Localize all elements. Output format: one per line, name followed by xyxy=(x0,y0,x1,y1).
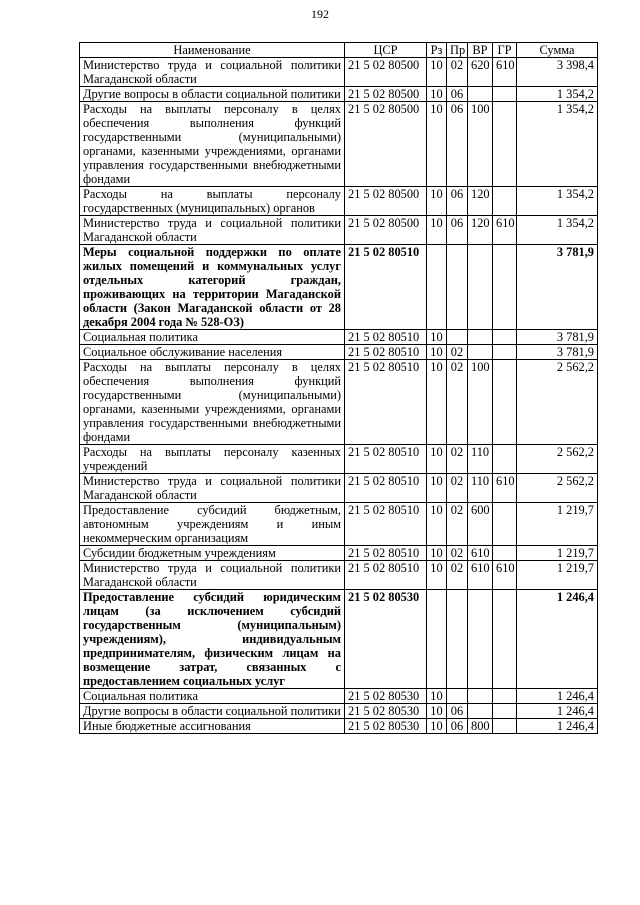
row-csr-cell: 21 5 02 80510 xyxy=(345,561,427,590)
row-csr-cell: 21 5 02 80500 xyxy=(345,216,427,245)
row-rz-cell: 10 xyxy=(427,689,447,704)
table-row xyxy=(80,330,598,345)
table-row xyxy=(80,345,598,360)
row-pr-cell: 02 xyxy=(447,58,468,87)
row-sum-cell: 1 246,4 xyxy=(517,689,598,704)
table-row xyxy=(80,102,598,187)
row-name-cell: Предоставление субсидий бюджетным, автономным учреждениям и иным некоммерческим организациям xyxy=(80,503,345,546)
row-gr-cell: 610 xyxy=(493,216,517,245)
table-row xyxy=(80,216,598,245)
row-rz-cell: 10 xyxy=(427,719,447,734)
row-sum-cell: 1 219,7 xyxy=(517,561,598,590)
row-vr-cell xyxy=(468,590,493,689)
row-sum-cell: 2 562,2 xyxy=(517,445,598,474)
row-pr-cell: 02 xyxy=(447,546,468,561)
row-vr-cell: 100 xyxy=(468,102,493,187)
row-gr-cell xyxy=(493,590,517,689)
row-name-cell: Предоставление субсидий юридическим лицам (за исключением субсидий государственным (муниципальным) учреждениям), индивидуальным предпринимателям, физическим лицам на возмещение затрат, связанных с предоставлением социальных услуг xyxy=(80,590,345,689)
row-name-cell: Расходы на выплаты персоналу в целях обеспечения выполнения функций государственными (муниципальными) органами, казенными учреждениями, органами управления государственными внебюджетными фондами xyxy=(80,102,345,187)
row-gr-cell: 610 xyxy=(493,561,517,590)
header-csr: ЦСР xyxy=(345,43,427,58)
row-vr-cell: 800 xyxy=(468,719,493,734)
row-rz-cell: 10 xyxy=(427,87,447,102)
row-sum-cell: 1 354,2 xyxy=(517,102,598,187)
row-pr-cell: 06 xyxy=(447,704,468,719)
row-name-cell: Другие вопросы в области социальной политики xyxy=(80,87,345,102)
row-rz-cell: 10 xyxy=(427,102,447,187)
row-vr-cell xyxy=(468,345,493,360)
row-rz-cell: 10 xyxy=(427,216,447,245)
row-csr-cell: 21 5 02 80510 xyxy=(345,345,427,360)
row-sum-cell: 1 354,2 xyxy=(517,216,598,245)
row-pr-cell xyxy=(447,245,468,330)
row-pr-cell: 02 xyxy=(447,445,468,474)
row-gr-cell xyxy=(493,719,517,734)
row-pr-cell: 02 xyxy=(447,503,468,546)
row-vr-cell xyxy=(468,704,493,719)
row-vr-cell xyxy=(468,689,493,704)
row-rz-cell: 10 xyxy=(427,330,447,345)
row-name-cell: Расходы на выплаты персоналу в целях обеспечения выполнения функций государственными (муниципальными) органами, казенными учреждениями, органами управления государственными внебюджетными фондами xyxy=(80,360,345,445)
table-row xyxy=(80,590,598,689)
row-csr-cell: 21 5 02 80500 xyxy=(345,102,427,187)
row-csr-cell: 21 5 02 80510 xyxy=(345,330,427,345)
row-csr-cell: 21 5 02 80530 xyxy=(345,590,427,689)
row-sum-cell: 1 246,4 xyxy=(517,704,598,719)
row-gr-cell xyxy=(493,445,517,474)
row-pr-cell: 06 xyxy=(447,87,468,102)
row-csr-cell: 21 5 02 80500 xyxy=(345,58,427,87)
row-sum-cell: 2 562,2 xyxy=(517,474,598,503)
row-rz-cell: 10 xyxy=(427,187,447,216)
row-gr-cell xyxy=(493,360,517,445)
row-csr-cell: 21 5 02 80530 xyxy=(345,719,427,734)
row-gr-cell xyxy=(493,87,517,102)
row-name-cell: Расходы на выплаты персоналу государственных (муниципальных) органов xyxy=(80,187,345,216)
row-sum-cell: 3 398,4 xyxy=(517,58,598,87)
row-name-cell: Меры социальной поддержки по оплате жилых помещений и коммунальных услуг отдельных категорий граждан, проживающих на территории Магаданской области (Закон Магаданской области от 28 декабря 2004 года № 528-ОЗ) xyxy=(80,245,345,330)
row-name-cell: Министерство труда и социальной политики Магаданской области xyxy=(80,561,345,590)
row-vr-cell: 110 xyxy=(468,474,493,503)
row-pr-cell: 06 xyxy=(447,216,468,245)
row-name-cell: Другие вопросы в области социальной политики xyxy=(80,704,345,719)
row-rz-cell xyxy=(427,245,447,330)
row-vr-cell: 110 xyxy=(468,445,493,474)
row-gr-cell xyxy=(493,245,517,330)
table-header-row xyxy=(80,43,598,58)
row-vr-cell xyxy=(468,87,493,102)
row-rz-cell: 10 xyxy=(427,58,447,87)
row-gr-cell xyxy=(493,187,517,216)
row-sum-cell: 1 246,4 xyxy=(517,590,598,689)
row-sum-cell: 1 246,4 xyxy=(517,719,598,734)
row-name-cell: Субсидии бюджетным учреждениям xyxy=(80,546,345,561)
header-vr: ВР xyxy=(468,43,493,58)
row-rz-cell: 10 xyxy=(427,345,447,360)
row-gr-cell xyxy=(493,546,517,561)
row-name-cell: Социальная политика xyxy=(80,689,345,704)
row-csr-cell: 21 5 02 80500 xyxy=(345,187,427,216)
table-row xyxy=(80,561,598,590)
row-pr-cell: 06 xyxy=(447,187,468,216)
table-row xyxy=(80,546,598,561)
row-sum-cell: 1 219,7 xyxy=(517,546,598,561)
row-gr-cell xyxy=(493,704,517,719)
table-row xyxy=(80,58,598,87)
row-name-cell: Расходы на выплаты персоналу казенных учреждений xyxy=(80,445,345,474)
row-gr-cell xyxy=(493,330,517,345)
row-rz-cell: 10 xyxy=(427,360,447,445)
row-sum-cell: 1 354,2 xyxy=(517,187,598,216)
table-row xyxy=(80,704,598,719)
row-csr-cell: 21 5 02 80500 xyxy=(345,87,427,102)
row-sum-cell: 3 781,9 xyxy=(517,245,598,330)
row-gr-cell: 610 xyxy=(493,474,517,503)
row-pr-cell: 02 xyxy=(447,345,468,360)
row-vr-cell xyxy=(468,330,493,345)
header-name: Наименование xyxy=(80,43,345,58)
row-pr-cell: 06 xyxy=(447,102,468,187)
row-vr-cell xyxy=(468,245,493,330)
row-vr-cell: 620 xyxy=(468,58,493,87)
row-csr-cell: 21 5 02 80510 xyxy=(345,360,427,445)
table-row xyxy=(80,689,598,704)
table-row xyxy=(80,360,598,445)
row-vr-cell: 120 xyxy=(468,187,493,216)
table-row xyxy=(80,87,598,102)
table-row xyxy=(80,245,598,330)
row-csr-cell: 21 5 02 80510 xyxy=(345,503,427,546)
row-vr-cell: 610 xyxy=(468,546,493,561)
row-csr-cell: 21 5 02 80530 xyxy=(345,704,427,719)
row-pr-cell: 02 xyxy=(447,561,468,590)
row-name-cell: Социальная политика xyxy=(80,330,345,345)
budget-table xyxy=(79,42,598,734)
row-pr-cell: 02 xyxy=(447,474,468,503)
header-gr: ГР xyxy=(493,43,517,58)
row-name-cell: Министерство труда и социальной политики Магаданской области xyxy=(80,474,345,503)
row-sum-cell: 3 781,9 xyxy=(517,330,598,345)
row-rz-cell: 10 xyxy=(427,561,447,590)
row-csr-cell: 21 5 02 80510 xyxy=(345,445,427,474)
header-sum: Сумма xyxy=(517,43,598,58)
row-name-cell: Социальное обслуживание населения xyxy=(80,345,345,360)
row-rz-cell: 10 xyxy=(427,445,447,474)
table-row xyxy=(80,474,598,503)
row-name-cell: Министерство труда и социальной политики Магаданской области xyxy=(80,216,345,245)
row-sum-cell: 2 562,2 xyxy=(517,360,598,445)
row-pr-cell xyxy=(447,330,468,345)
row-gr-cell xyxy=(493,102,517,187)
header-pr: Пр xyxy=(447,43,468,58)
row-gr-cell xyxy=(493,503,517,546)
row-csr-cell: 21 5 02 80510 xyxy=(345,245,427,330)
row-gr-cell xyxy=(493,345,517,360)
table-row xyxy=(80,503,598,546)
row-vr-cell: 610 xyxy=(468,561,493,590)
row-sum-cell: 1 354,2 xyxy=(517,87,598,102)
row-pr-cell: 02 xyxy=(447,360,468,445)
row-name-cell: Иные бюджетные ассигнования xyxy=(80,719,345,734)
row-rz-cell: 10 xyxy=(427,474,447,503)
row-pr-cell: 06 xyxy=(447,719,468,734)
row-rz-cell: 10 xyxy=(427,503,447,546)
row-vr-cell: 100 xyxy=(468,360,493,445)
row-pr-cell xyxy=(447,689,468,704)
table-row xyxy=(80,719,598,734)
table-row xyxy=(80,445,598,474)
row-sum-cell: 3 781,9 xyxy=(517,345,598,360)
row-csr-cell: 21 5 02 80510 xyxy=(345,546,427,561)
row-vr-cell: 600 xyxy=(468,503,493,546)
row-csr-cell: 21 5 02 80510 xyxy=(345,474,427,503)
row-rz-cell: 10 xyxy=(427,546,447,561)
row-vr-cell: 120 xyxy=(468,216,493,245)
row-gr-cell xyxy=(493,689,517,704)
row-gr-cell: 610 xyxy=(493,58,517,87)
row-csr-cell: 21 5 02 80530 xyxy=(345,689,427,704)
page-number: 192 xyxy=(311,7,329,21)
row-name-cell: Министерство труда и социальной политики Магаданской области xyxy=(80,58,345,87)
table-row xyxy=(80,187,598,216)
table-body xyxy=(80,58,598,734)
row-rz-cell: 10 xyxy=(427,704,447,719)
row-pr-cell xyxy=(447,590,468,689)
row-rz-cell xyxy=(427,590,447,689)
header-rz: Рз xyxy=(427,43,447,58)
row-sum-cell: 1 219,7 xyxy=(517,503,598,546)
